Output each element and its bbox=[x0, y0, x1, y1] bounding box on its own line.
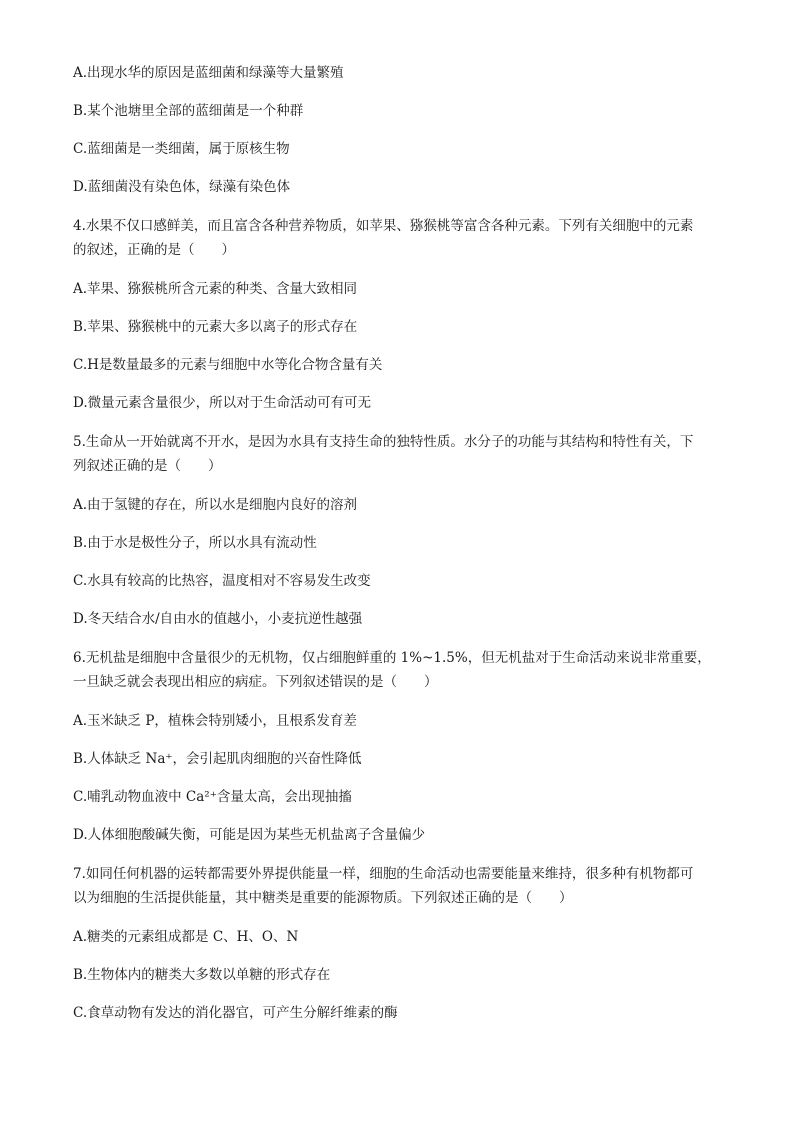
q7-option-c: C.食草动物有发达的消化器官，可产生分解纤维素的酶 bbox=[73, 1005, 398, 1021]
q3-option-b: B.某个池塘里全部的蓝细菌是一个种群 bbox=[73, 103, 304, 119]
q4-option-a: A.苹果、猕猴桃所含元素的种类、含量大致相同 bbox=[73, 281, 358, 297]
q5-option-d: D.冬天结合水/自由水的值越小，小麦抗逆性越强 bbox=[73, 611, 363, 627]
q5-option-a: A.由于氢键的存在，所以水是细胞内良好的溶剂 bbox=[73, 497, 358, 513]
exam-page bbox=[73, 62, 723, 1040]
q5-stem bbox=[73, 430, 723, 478]
q4-stem-line-1: 4.水果不仅口感鲜美，而且富含各种营养物质，如苹果、猕猴桃等富含各种元素。下列有关细胞中的元素 bbox=[73, 218, 694, 234]
question-6 bbox=[73, 646, 723, 846]
q6-stem-line-2: 一旦缺乏就会表现出相应的病症。下列叙述错误的是（ ） bbox=[73, 674, 438, 690]
q6-option-d: D.人体细胞酸碱失衡，可能是因为某些无机盐离子含量偏少 bbox=[73, 827, 426, 843]
question-5 bbox=[73, 430, 723, 630]
question-4 bbox=[73, 214, 723, 414]
q6-stem-line-1: 6.无机盐是细胞中含量很少的无机物，仅占细胞鲜重的 1%~1.5%，但无机盐对于生命活动来说非常重要， bbox=[73, 650, 711, 666]
q6-option-a: A.玉米缺乏 P，植株会特别矮小，且根系发育差 bbox=[73, 713, 357, 729]
q7-stem-line-2: 以为细胞的生活提供能量，其中糖类是重要的能源物质。下列叙述正确的是（ ） bbox=[73, 890, 573, 906]
q5-stem-line-1: 5.生命从一开始就离不开水，是因为水具有支持生命的独特性质。水分子的功能与其结构和特性有关，下 bbox=[73, 434, 694, 450]
q4-stem bbox=[73, 214, 723, 262]
q4-option-d: D.微量元素含量很少，所以对于生命活动可有可无 bbox=[73, 395, 372, 411]
q7-stem bbox=[73, 862, 723, 910]
q6-option-b: B.人体缺乏 Na⁺，会引起肌肉细胞的兴奋性降低 bbox=[73, 751, 362, 767]
q4-option-b: B.苹果、猕猴桃中的元素大多以离子的形式存在 bbox=[73, 319, 358, 335]
q3-option-d: D.蓝细菌没有染色体，绿藻有染色体 bbox=[73, 179, 291, 195]
q5-option-c: C.水具有较高的比热容，温度相对不容易发生改变 bbox=[73, 573, 371, 589]
question-3-options bbox=[73, 62, 723, 198]
q4-option-c: C.H是数量最多的元素与细胞中水等化合物含量有关 bbox=[73, 357, 383, 373]
q6-option-c: C.哺乳动物血液中 Ca²⁺含量太高，会出现抽搐 bbox=[73, 789, 352, 805]
q7-option-b: B.生物体内的糖类大多数以单糖的形式存在 bbox=[73, 967, 331, 983]
q7-stem-line-1: 7.如同任何机器的运转都需要外界提供能量一样，细胞的生命活动也需要能量来维持，很多种有机物都可 bbox=[73, 866, 694, 882]
q5-stem-line-2: 列叙述正确的是（ ） bbox=[73, 458, 222, 474]
q3-option-a: A.出现水华的原因是蓝细菌和绿藻等大量繁殖 bbox=[73, 65, 344, 81]
q7-option-a: A.糖类的元素组成都是 C、H、O、N bbox=[73, 929, 299, 945]
q3-option-c: C.蓝细菌是一类细菌，属于原核生物 bbox=[73, 141, 290, 157]
q6-stem bbox=[73, 646, 723, 694]
q5-option-b: B.由于水是极性分子，所以水具有流动性 bbox=[73, 535, 317, 551]
q4-stem-line-2: 的叙述，正确的是（ ） bbox=[73, 242, 235, 258]
question-7 bbox=[73, 862, 723, 1024]
